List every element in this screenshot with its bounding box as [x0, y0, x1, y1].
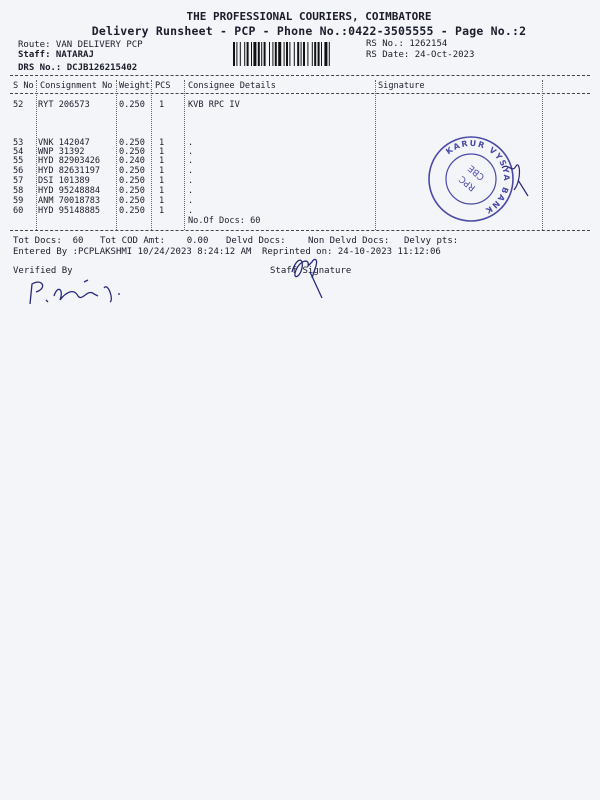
column-rule — [542, 80, 543, 230]
verified-by-label: Verified By — [13, 266, 73, 276]
drs-number: DRS No.: DCJB126215402 — [18, 63, 138, 73]
entered-by: Entered By :PCPLAKSHMI 10/24/2023 8:24:12 AM — [13, 247, 252, 257]
divider — [10, 93, 590, 94]
divider — [10, 75, 590, 76]
column-rule — [375, 80, 376, 230]
total-cod-amount: Tot COD Amt: 0.00 — [100, 236, 209, 246]
delivery-points: Delvy pts: — [404, 236, 459, 246]
rs-number: RS No.: 1262154 — [366, 39, 448, 49]
barcode — [233, 42, 357, 66]
column-rule — [116, 80, 117, 230]
col-signature: Signature — [378, 81, 425, 91]
col-pcs: PCS — [155, 81, 171, 91]
non-delivered-docs: Non Delvd Docs: — [308, 236, 390, 246]
stamp-line-cbe: CBE — [466, 162, 487, 182]
company-title: THE PROFESSIONAL COURIERS, COIMBATORE — [186, 10, 432, 23]
staff-signature — [286, 252, 328, 300]
staff-signature-label: Staff Signature — [270, 266, 352, 276]
stamp-line-rpc: RPC — [457, 173, 478, 193]
col-weight: Weight — [119, 81, 151, 91]
staff-label: Staff: NATARAJ — [18, 50, 94, 60]
stamp-bank-name: KARUR VYSYA BANK — [444, 138, 512, 216]
route-label: Route: VAN DELIVERY PCP — [18, 40, 143, 50]
delivered-docs: Delvd Docs: — [226, 236, 286, 246]
col-consignee: Consignee Details — [188, 81, 276, 91]
col-consignment: Consignment No — [40, 81, 113, 91]
column-rule — [151, 80, 152, 230]
col-sno: S No — [13, 81, 34, 91]
no-of-docs: No.Of Docs: 60 — [188, 216, 261, 226]
divider — [10, 230, 590, 231]
reprinted-on: Reprinted on: 24-10-2023 11:12:06 — [262, 247, 441, 257]
column-rule — [184, 80, 185, 230]
runsheet-page: THE PROFESSIONAL COURIERS, COIMBATORE Delivery Runsheet - PCP - Phone No.:0422-3505555 - Page No.:2 Route: VAN DELIVERY PCP Staff: NATARAJ RS No.: 1262154 RS Date: 24-Oct-2023 DRS No.: DCJB126215402 S No Consignment No Weight PCS Consignee Details Signature 52 RYT 206573 0.250 1 KVB RPC IV 53 VNK 142047 0.250 1 . 54 WNP 31392 0.250 1 . 55 HYD 82903426 0.240 1 . 56 HYD 82631197 0.250 1 . 57 DSI 101389 0.250 1 . 58 HYD 95248884 0.250 1 . 59 ANM 70018783 0.250 1 . 60 HYD 95148885 0.250 1 . No.Of Docs: 60 KARUR VYSYA BANK RPC CBE Tot Docs: 60 Tot COD Amt: 0.00 Delvd Docs: Non Delvd Docs: Delvy pts: Entered By :PCPLAKSHMI 10/24/2023 8:24:12 AM Reprinted on: 24-10-2023 11:12:06 Verified By Staff Signature — [0, 0, 600, 800]
runsheet-subtitle: Delivery Runsheet - PCP - Phone No.:0422-3505555 - Page No.:2 — [91, 24, 527, 38]
receiver-signature — [500, 160, 532, 200]
verifier-signature — [24, 278, 134, 308]
stamp-inner-ring — [446, 154, 496, 204]
column-rule — [36, 80, 37, 230]
rs-date: RS Date: 24-Oct-2023 — [366, 50, 475, 60]
total-docs: Tot Docs: 60 — [13, 236, 84, 246]
